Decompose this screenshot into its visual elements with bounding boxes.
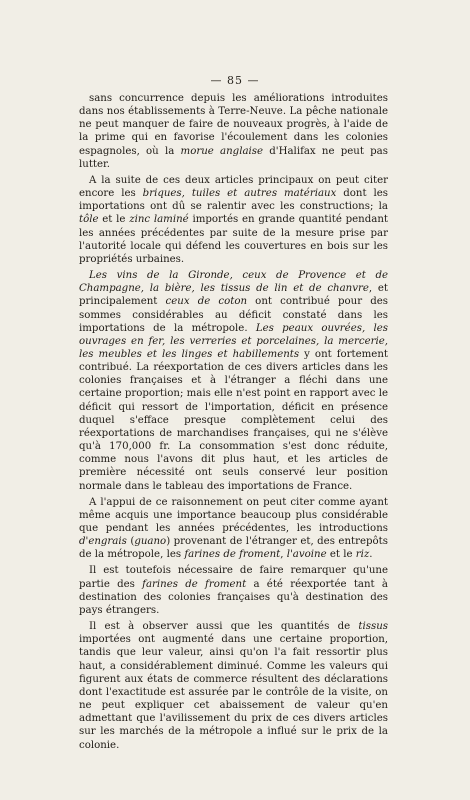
paragraph [79,269,388,493]
text-run: Il est toutefois nécessaire de faire remarquer qu'une partie des [79,565,388,590]
text-run: importés en grande quantité pendant les années précédentes par suite de la mesure prise par l'autorité locale qui défend les couvertures en bois sur les propriétés urbaines. [79,214,388,265]
italic-run: riz [355,549,370,561]
paragraph [79,92,388,171]
page-number: — 85 — [210,74,260,87]
text-run: . [369,549,373,561]
text-run: ( [126,536,135,548]
text-run: importées ont augmenté dans une certaine proportion, tandis que leur valeur, ainsi qu'on l'a fait ressortir plus haut, a considérablement diminué. Comme les valeurs qui figurent aux états de commerce résultent des déclarations dont l'exactitude est assurée par le contrôle de la visite, on ne peut expliquer cet abaissement de valeur qu'en admettant que l'avilissement du prix de ces divers articles sur les marchés de la métropole a influé sur le prix de la colonie. [79,634,388,751]
text-run: et le [326,549,356,561]
text-run: d'Halifax ne peut pas lutter. [79,145,388,170]
text-run: Il est à observer aussi que les quantités de [89,621,359,633]
text-run: A la suite de ces deux articles principaux on peut citer encore les [79,174,388,200]
italic-run: briques, tuiles et autres matériaux [142,188,337,200]
text-run: ) provenant de l'étranger et, des entrepôts de la métropole, les [79,536,388,561]
italic-run: Les peaux ouvrées, les ouvrages en fer, les verreries et porcelaines, la mercerie, les meubles et les linges et habillements [79,322,388,360]
italic-run: morue anglaise [180,145,264,157]
text-run: A l'appui de ce raisonnement on peut citer comme ayant même acquis une importance beaucoup plus considérable que pendant les années précédentes, les introductions [79,496,388,534]
text-run: dont les importations ont dû se ralentir avec les constructions; la [79,188,388,213]
italic-run: guano [134,536,167,548]
text-run: sans concurrence depuis les améliorations introduites dans nos établissements à Terre-Neuve. La pêche nationale ne peut manquer de faire de nouveaux progrès, à l'aide de la prime qui en favorise l'écoulement dans les colonies espagnoles, où la [79,93,388,157]
italic-run: d'engrais [79,536,127,548]
italic-run: farines de froment [142,578,247,590]
text-run: et le [98,214,130,226]
italic-run: farines de froment [184,549,281,561]
paragraph [79,174,388,266]
text-run: ont contribué pour des sommes considérables au déficit constaté dans les importations de la métropole. [79,296,388,334]
paragraph [79,620,388,752]
italic-run: Les vins de la Gironde, ceux de Provence et de Champagne, la bière, les tissus de lin et de chanvre [79,270,388,295]
italic-run: tôle [79,214,99,226]
text-run: a été réexportée tant à destination des colonies françaises qu'à destination des pays étrangers. [79,578,388,616]
italic-run: l'avoine [286,549,327,561]
italic-run: tissus [358,621,388,633]
text-run: y ont fortement contribué. La réexportation de ces divers articles dans les colonies françaises et à l'étranger a fléchi dans une certaine proportion; mais elle n'est point en rapport avec le déficit qui ressort de l'importation, déficit en présence duquel s'efface presque complètement celui des réexportations de marchandises françaises, qui ne s'élève qu'à 170,000 fr. La consommation s'est donc réduite, comme nous l'avons dit plus haut, et les articles de première nécessité ont seuls conservé leur position normale dans le tableau des importations de France. [79,348,388,492]
paragraph [79,564,388,617]
paragraph [79,496,388,562]
text-run: , et principalement [79,283,388,308]
text-run: , [280,549,287,561]
italic-run: zinc laminé [129,214,189,226]
body-text [79,92,388,752]
italic-run: ceux de coton [165,296,248,308]
